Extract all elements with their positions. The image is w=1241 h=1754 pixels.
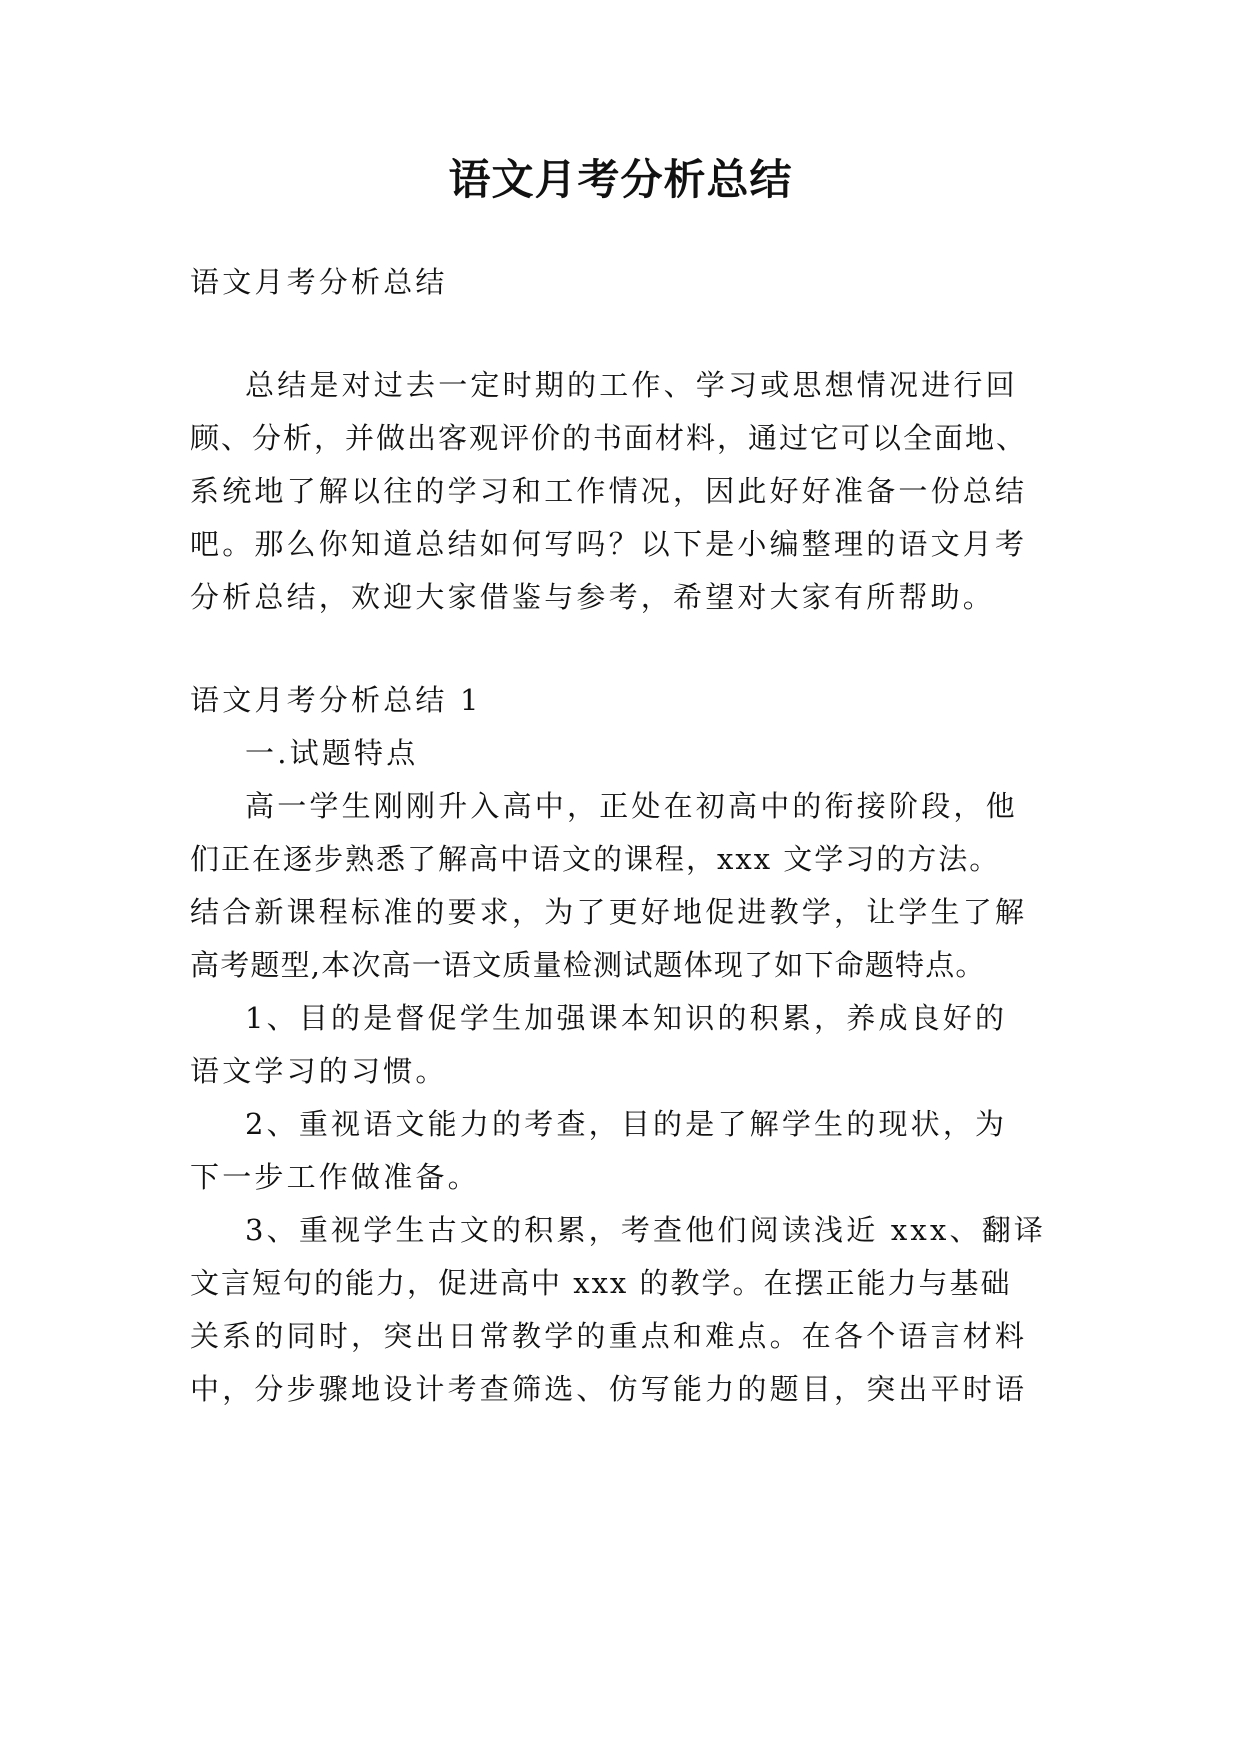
body-line: 们正在逐步熟悉了解高中语文的课程，xxx 文学习的方法。 bbox=[190, 842, 1001, 876]
body-line: 语文学习的习惯。 bbox=[190, 1054, 448, 1088]
body-line: 下一步工作做准备。 bbox=[190, 1160, 480, 1194]
body-line: 1、目的是督促学生加强课本知识的积累，养成良好的 bbox=[245, 1001, 1008, 1035]
body-line: 关系的同时，突出日常教学的重点和难点。在各个语言材料 bbox=[190, 1319, 1028, 1353]
section-heading: 语文月考分析总结 1 bbox=[190, 683, 482, 717]
intro-line: 吧。那么你知道总结如何写吗？以下是小编整理的语文月考 bbox=[190, 527, 1028, 561]
document-title: 语文月考分析总结 bbox=[448, 155, 793, 204]
body-line: 高一学生刚刚升入高中，正处在初高中的衔接阶段，他 bbox=[245, 789, 1018, 823]
section-subheading: 一.试题特点 bbox=[245, 736, 419, 770]
intro-line: 顾、分析，并做出客观评价的书面材料，通过它可以全面地、 bbox=[190, 421, 1028, 455]
body-line: 高考题型,本次高一语文质量检测试题体现了如下命题特点。 bbox=[190, 948, 986, 982]
intro-line: 总结是对过去一定时期的工作、学习或思想情况进行回 bbox=[245, 368, 1018, 402]
body-line: 3、重视学生古文的积累，考查他们阅读浅近 xxx、翻译 bbox=[245, 1213, 1047, 1247]
document-subtitle: 语文月考分析总结 bbox=[190, 265, 448, 299]
body-line: 文言短句的能力，促进高中 xxx 的教学。在摆正能力与基础 bbox=[190, 1266, 1012, 1300]
body-line: 结合新课程标准的要求，为了更好地促进教学，让学生了解 bbox=[190, 895, 1028, 929]
intro-line: 系统地了解以往的学习和工作情况，因此好好准备一份总结 bbox=[190, 474, 1028, 508]
intro-line: 分析总结，欢迎大家借鉴与参考，希望对大家有所帮助。 bbox=[190, 580, 996, 614]
body-line: 中，分步骤地设计考查筛选、仿写能力的题目，突出平时语 bbox=[190, 1372, 1028, 1406]
body-line: 2、重视语文能力的考查，目的是了解学生的现状，为 bbox=[245, 1107, 1008, 1141]
